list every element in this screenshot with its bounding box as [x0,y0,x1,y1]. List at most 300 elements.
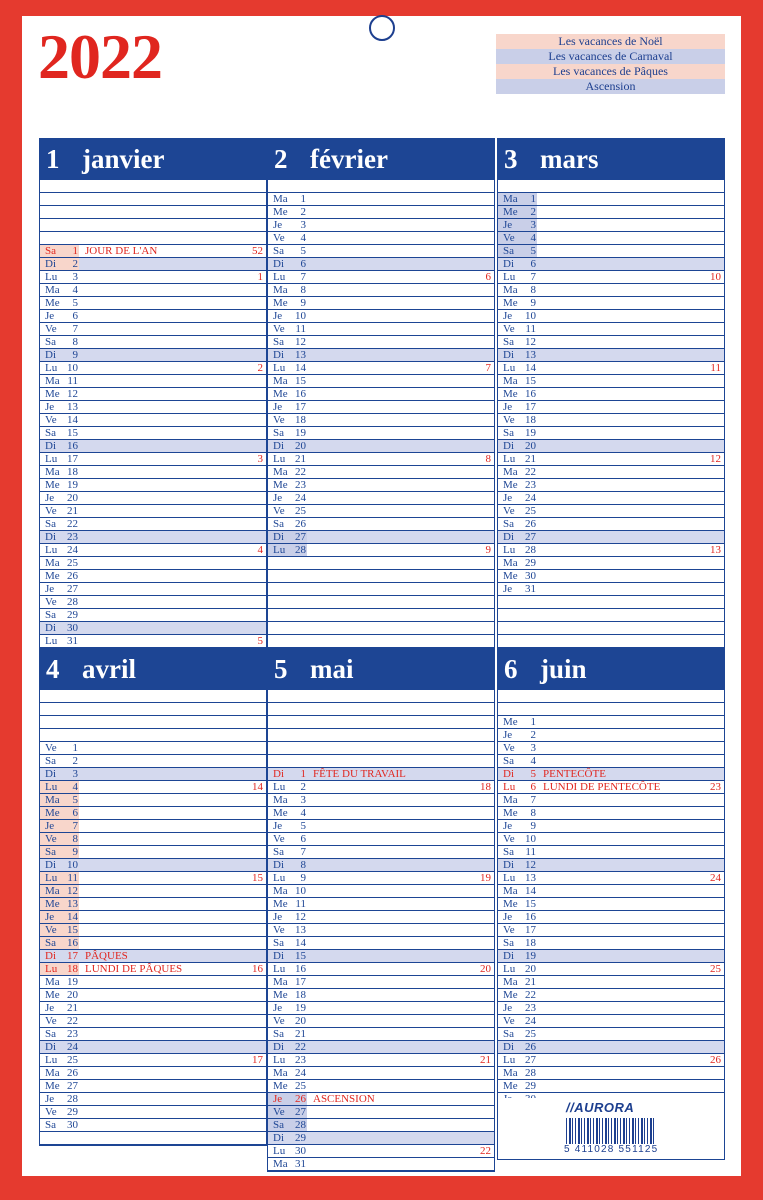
weekday-abbr: Di [503,440,514,452]
weekday-abbr: Ma [503,466,518,478]
day-number: 29 [67,1106,78,1118]
day-number: 18 [525,414,536,426]
hanging-hole [369,15,395,41]
day-row [268,846,494,859]
day-number: 2 [300,206,306,218]
weekday-abbr: Lu [503,781,516,793]
month-name: avril [82,654,136,684]
day-number: 30 [295,1145,306,1157]
day-row [268,518,494,531]
month-number: 3 [504,144,518,174]
day-row [498,232,724,245]
day-row [498,531,724,544]
weekday-abbr: Je [503,310,513,322]
day-row [498,323,724,336]
day-row [498,414,724,427]
day-number: 13 [67,898,78,910]
weekday-abbr: Ve [273,414,285,426]
day-number: 27 [295,531,306,543]
day-row [268,937,494,950]
weekday-abbr: Di [45,950,56,962]
month-number: 6 [504,654,518,684]
day-row [268,807,494,820]
day-number: 27 [67,583,78,595]
weekday-abbr: Ma [503,976,518,988]
day-number: 30 [67,622,78,634]
day-number: 23 [295,1054,306,1066]
barcode-icon [566,1118,656,1144]
day-number: 6 [72,807,78,819]
day-row [498,1015,724,1028]
day-number: 9 [72,846,78,858]
day-row [40,570,266,583]
weekday-abbr: Sa [273,1028,284,1040]
day-row [498,820,724,833]
day-number: 15 [67,427,78,439]
day-row [40,544,266,557]
day-row [498,193,724,206]
weekday-abbr: Je [503,492,513,504]
blank-row [268,635,494,648]
weekday-abbr: Ve [45,323,57,335]
legend-item-carnaval: Les vacances de Carnaval [496,49,725,64]
weekday-abbr: Me [503,297,518,309]
day-number: 26 [67,1067,78,1079]
blank-row [268,609,494,622]
weekday-abbr: Lu [45,544,58,556]
day-number: 6 [72,310,78,322]
day-row [498,898,724,911]
day-row [498,781,724,794]
day-number: 27 [67,1080,78,1092]
weekday-abbr: Ve [273,833,285,845]
day-row [40,1002,266,1015]
day-number: 17 [67,950,78,962]
day-row [498,937,724,950]
day-number: 26 [295,1093,306,1105]
blank-row [268,596,494,609]
day-number: 26 [295,518,306,530]
day-number: 12 [525,859,536,871]
day-number: 5 [530,768,536,780]
weekday-abbr: Je [273,820,283,832]
weekday-abbr: Ve [273,1015,285,1027]
holiday-label: JOUR DE L'AN [85,245,158,257]
day-number: 12 [525,336,536,348]
day-row [40,258,266,271]
weekday-abbr: Lu [503,963,516,975]
day-number: 24 [295,1067,306,1079]
week-number: 8 [485,453,491,465]
day-number: 13 [295,924,306,936]
weekday-abbr: Lu [503,544,516,556]
day-number: 16 [67,937,78,949]
day-number: 20 [67,989,78,1001]
day-row [268,1119,494,1132]
day-number: 28 [295,1119,306,1131]
week-number: 17 [252,1054,263,1066]
weekday-abbr: Je [45,911,55,923]
weekday-abbr: Sa [45,518,56,530]
day-row [40,596,266,609]
day-row [498,950,724,963]
weekday-abbr: Je [273,401,283,413]
blank-row [40,1132,266,1145]
weekday-abbr: Sa [503,336,514,348]
day-row [40,479,266,492]
day-row [268,310,494,323]
day-number: 31 [295,1158,306,1170]
day-row [268,872,494,885]
day-row [268,911,494,924]
blank-row [268,755,494,768]
day-number: 10 [295,310,306,322]
weekday-abbr: Di [273,258,284,270]
day-number: 12 [67,388,78,400]
day-row [498,245,724,258]
weekday-abbr: Me [45,989,60,1001]
day-row [268,414,494,427]
weekday-abbr: Je [45,401,55,413]
blank-row [498,622,724,635]
weekday-abbr: Di [503,258,514,270]
weekday-abbr: Ve [45,414,57,426]
day-row [40,635,266,648]
week-number: 3 [257,453,263,465]
day-number: 3 [300,219,306,231]
day-number: 22 [67,1015,78,1027]
day-row [40,859,266,872]
weekday-abbr: Lu [45,781,58,793]
day-number: 24 [67,1041,78,1053]
blank-row [40,180,266,193]
day-row [40,466,266,479]
day-number: 17 [67,453,78,465]
weekday-abbr: Ma [503,284,518,296]
day-number: 14 [295,937,306,949]
day-number: 14 [67,414,78,426]
day-row [268,1054,494,1067]
day-number: 2 [72,755,78,767]
day-row [498,1054,724,1067]
holiday-label: FÊTE DU TRAVAIL [313,768,406,780]
weekday-abbr: Ve [45,742,57,754]
weekday-abbr: Sa [273,518,284,530]
day-row [40,1067,266,1080]
day-row [268,206,494,219]
day-row [40,781,266,794]
day-number: 22 [525,989,536,1001]
day-row [268,768,494,781]
weekday-abbr: Lu [45,963,58,975]
weekday-abbr: Je [503,401,513,413]
day-number: 4 [300,232,306,244]
holiday-label: PENTECÔTE [543,768,606,780]
day-row [268,950,494,963]
weekday-abbr: Lu [273,544,286,556]
weekday-abbr: Ma [503,375,518,387]
day-number: 12 [295,336,306,348]
weekday-abbr: Je [45,1093,55,1105]
weekday-abbr: Ve [45,596,57,608]
day-row [268,1093,494,1106]
weekday-abbr: Di [45,258,56,270]
day-number: 21 [295,453,306,465]
weekday-abbr: Lu [45,1054,58,1066]
weekday-abbr: Ma [273,1158,288,1170]
weekday-abbr: Di [273,950,284,962]
day-row [498,1028,724,1041]
day-number: 31 [67,635,78,647]
day-row [268,885,494,898]
day-row [268,1041,494,1054]
day-number: 25 [67,557,78,569]
month-column [39,138,267,649]
blank-row [498,703,724,716]
weekday-abbr: Me [45,297,60,309]
day-row [268,479,494,492]
day-number: 2 [300,781,306,793]
month-number: 5 [274,654,288,684]
day-row [498,846,724,859]
day-row [40,976,266,989]
day-row [268,505,494,518]
day-number: 27 [525,531,536,543]
day-number: 29 [525,557,536,569]
blank-row [268,583,494,596]
month-column [497,138,725,649]
day-row [40,492,266,505]
month-header [267,138,495,180]
weekday-abbr: Je [273,1093,283,1105]
weekday-abbr: Sa [45,609,56,621]
day-row [40,245,266,258]
day-number: 18 [67,963,78,975]
weekday-abbr: Je [503,583,513,595]
weekday-abbr: Sa [503,518,514,530]
weekday-abbr: Di [45,531,56,543]
weekday-abbr: Me [273,807,288,819]
legend-item-paques: Les vacances de Pâques [496,64,725,79]
day-row [40,505,266,518]
day-row [498,466,724,479]
weekday-abbr: Ma [273,1067,288,1079]
weekday-abbr: Je [45,583,55,595]
day-number: 18 [67,466,78,478]
day-row [498,427,724,440]
day-number: 21 [525,453,536,465]
blank-row [40,219,266,232]
blank-row [40,206,266,219]
day-number: 10 [295,885,306,897]
day-row [498,453,724,466]
day-number: 28 [67,1093,78,1105]
day-row [268,232,494,245]
weekday-abbr: Me [45,570,60,582]
weekday-abbr: Me [503,479,518,491]
day-row [268,989,494,1002]
week-number: 1 [257,271,263,283]
weekday-abbr: Lu [503,1054,516,1066]
day-number: 1 [530,716,536,728]
weekday-abbr: Je [503,1002,513,1014]
weekday-abbr: Je [273,492,283,504]
day-number: 8 [300,859,306,871]
day-row [268,820,494,833]
month-header [39,648,267,690]
day-row [498,716,724,729]
weekday-abbr: Ma [503,794,518,806]
legend-item-ascension: Ascension [496,79,725,94]
day-number: 4 [72,284,78,296]
day-row [40,989,266,1002]
week-number: 7 [485,362,491,374]
weekday-abbr: Di [273,440,284,452]
weekday-abbr: Di [503,349,514,361]
day-number: 16 [295,963,306,975]
weekday-abbr: Sa [273,336,284,348]
weekday-abbr: Ve [503,1015,515,1027]
blank-row [268,180,494,193]
day-number: 27 [295,1106,306,1118]
day-row [40,1093,266,1106]
day-row [498,557,724,570]
month-number: 2 [274,144,288,174]
day-row [498,271,724,284]
day-row [498,729,724,742]
day-row [498,362,724,375]
day-row [268,531,494,544]
weekday-abbr: Ma [503,193,518,205]
day-row [268,245,494,258]
weekday-abbr: Me [273,297,288,309]
day-row [268,453,494,466]
day-number: 4 [72,781,78,793]
month-column [267,138,495,649]
blank-row [268,690,494,703]
weekday-abbr: Ve [503,742,515,754]
day-number: 28 [525,1067,536,1079]
weekday-abbr: Ve [45,505,57,517]
day-number: 20 [67,492,78,504]
weekday-abbr: Di [273,1041,284,1053]
weekday-abbr: Lu [45,635,58,647]
weekday-abbr: Je [503,820,513,832]
day-number: 19 [67,976,78,988]
day-row [268,258,494,271]
weekday-abbr: Me [503,1080,518,1092]
weekday-abbr: Me [503,388,518,400]
day-number: 22 [295,1041,306,1053]
day-row [498,1002,724,1015]
month-number: 4 [46,654,60,684]
day-row [268,297,494,310]
week-number: 10 [710,271,721,283]
day-row [40,297,266,310]
day-number: 9 [300,872,306,884]
blank-row [498,596,724,609]
day-row [268,1106,494,1119]
day-list [497,690,725,1107]
day-list [267,180,495,649]
day-row [498,989,724,1002]
legend-item-noel: Les vacances de Noël [496,34,725,49]
day-number: 17 [295,401,306,413]
day-row [268,963,494,976]
day-number: 21 [295,1028,306,1040]
weekday-abbr: Di [273,859,284,871]
week-number: 14 [252,781,263,793]
day-number: 22 [67,518,78,530]
day-number: 29 [525,1080,536,1092]
day-row [40,1028,266,1041]
day-row [40,1041,266,1054]
day-row [268,898,494,911]
day-row [268,401,494,414]
holiday-legend [496,34,725,94]
day-number: 9 [72,349,78,361]
day-row [498,258,724,271]
day-row [268,323,494,336]
blank-row [268,557,494,570]
day-row [40,362,266,375]
day-number: 30 [67,1119,78,1131]
weekday-abbr: Ma [503,1067,518,1079]
day-row [40,310,266,323]
weekday-abbr: Ma [45,794,60,806]
week-number: 4 [257,544,263,556]
day-row [268,833,494,846]
weekday-abbr: Ma [273,466,288,478]
holiday-label: LUNDI DE PÂQUES [85,963,183,975]
day-number: 18 [525,937,536,949]
weekday-abbr: Me [503,570,518,582]
weekday-abbr: Ma [273,375,288,387]
day-row [498,440,724,453]
day-number: 15 [295,375,306,387]
blank-row [268,703,494,716]
day-row [40,388,266,401]
week-number: 20 [480,963,491,975]
week-number: 26 [710,1054,721,1066]
blank-row [498,635,724,648]
day-row [40,401,266,414]
day-number: 13 [295,349,306,361]
blank-row [40,232,266,245]
day-number: 17 [295,976,306,988]
weekday-abbr: Je [273,911,283,923]
blank-row [40,716,266,729]
day-number: 7 [300,271,306,283]
weekday-abbr: Sa [503,427,514,439]
day-row [268,976,494,989]
day-number: 23 [525,479,536,491]
day-number: 22 [525,466,536,478]
day-number: 26 [525,518,536,530]
day-row [40,375,266,388]
day-row [498,206,724,219]
weekday-abbr: Lu [273,1054,286,1066]
weekday-abbr: Sa [45,245,56,257]
day-number: 14 [295,362,306,374]
day-number: 2 [530,729,536,741]
weekday-abbr: Sa [45,1119,56,1131]
day-number: 9 [300,297,306,309]
weekday-abbr: Je [45,310,55,322]
month-header [497,138,725,180]
day-row [40,427,266,440]
day-number: 11 [525,323,536,335]
